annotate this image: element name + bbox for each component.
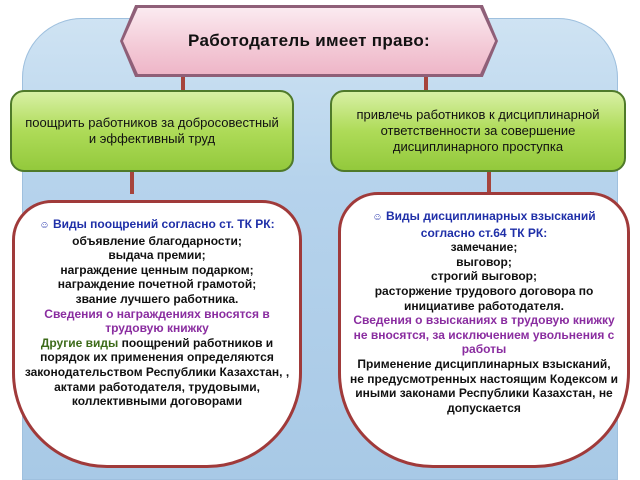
list-item: награждение почетной грамотой; (57, 277, 257, 292)
list-item: расторжение трудового договора по инициативе работодателя. (374, 283, 594, 313)
left-box-text: поощрить работников за добросовестный и эффективный труд (25, 115, 279, 146)
left-oval-other (23, 336, 291, 409)
smiley-icon: ☺ (39, 220, 50, 231)
connector-right-box-oval (487, 170, 491, 194)
left-oval-other-text: поощрений работников и порядок их применения определяются законодательством Республики Казахстан, , актами работодателя, трудовыми, коллективными договорами (24, 335, 290, 409)
right-oval-application: Применение дисциплинарных взысканий, не предусмотренных настоящим Кодексом и иными законами Республики Казахстан, не допускается (350, 356, 618, 415)
list-item: награждение ценным подарком; (60, 262, 254, 277)
connector-left-box-oval (130, 170, 134, 194)
right-box-text: привлечь работников к дисциплинарной ответственности за совершение дисциплинарного проступка (356, 107, 600, 154)
right-oval (338, 192, 630, 468)
smiley-icon: ☺ (372, 212, 383, 223)
left-oval-other-lead: Другие виды (40, 335, 119, 350)
list-item: звание лучшего работника. (75, 291, 239, 306)
list-item: выговор; (456, 254, 512, 269)
right-right-box (330, 90, 626, 172)
list-item: объявление благодарности; (72, 233, 242, 248)
right-oval-heading: ☺ Виды дисциплинарных взысканий согласно ст.64 ТК РК: (372, 209, 596, 240)
right-oval-note: Сведения о взысканиях в трудовую книжку не вносятся, за исключением увольнения с работы (353, 313, 615, 357)
left-right-box (10, 90, 294, 172)
list-item: замечание; (450, 240, 518, 255)
left-oval (12, 200, 302, 468)
list-item: выдача премии; (108, 248, 206, 263)
left-oval-note: Сведения о награждениях вносятся в трудовую книжку (44, 306, 270, 336)
page-title: Работодатель имеет право: (188, 31, 430, 50)
left-oval-heading: ☺ Виды поощрений согласно ст. ТК РК: (39, 217, 275, 231)
list-item: строгий выговор; (431, 269, 537, 284)
